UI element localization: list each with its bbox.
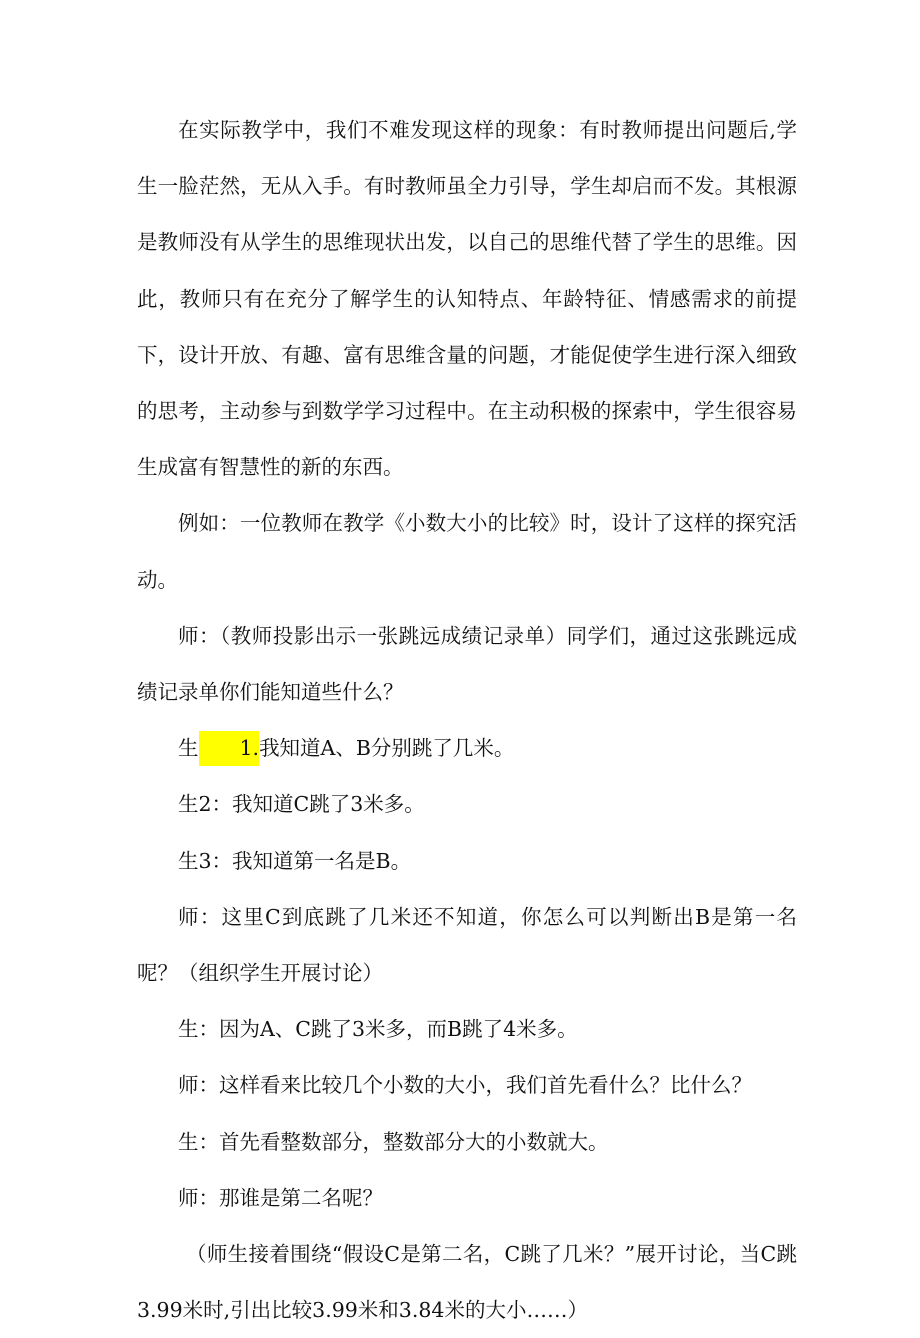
paragraph-student-2: 生2：我知道C跳了3米多。 (178, 792, 425, 817)
document-body (137, 102, 797, 1338)
highlighted-number: 1. (199, 731, 260, 766)
paragraph-teacher-1: 师：（教师投影出示一张跳远成绩记录单）同学们，通过这张跳远成绩记录单你们能知道些什么？ (137, 623, 797, 705)
paragraph-discussion: （师生接着围绕“假设C是第二名，C跳了几米？”展开讨论，当C跳3.99米时,引出比较3.99米和3.84米的大小……） (137, 1242, 797, 1323)
paragraph-example: 例如：一位教师在教学《小数大小的比较》时，设计了这样的探究活动。 (137, 511, 797, 592)
paragraph-student-4: 生：因为A、C跳了3米多，而B跳了4米多。 (178, 1017, 578, 1042)
paragraph-student-1 (137, 720, 797, 776)
paragraph-student-5: 生：首先看整数部分，整数部分大的小数就大。 (178, 1129, 609, 1154)
student-1-text: 我知道A、B分别跳了几米。 (259, 736, 515, 761)
paragraph-intro: 在实际教学中，我们不难发现这样的现象：有时教师提出问题后,学生一脸茫然，无从入手。有时教师虽全力引导，学生却启而不发。其根源是教师没有从学生的思维现状出发，以自己的思维代替了学生的思维。因此，教师只有在充分了解学生的认知特点、年龄特征、情感需求的前提下，设计开放、有趣、富有思维含量的问题，才能促使学生进行深入细致的思考，主动参与到数学学习过程中。在主动积极的探索中，学生很容易生成富有智慧性的新的东西。 (137, 118, 797, 480)
paragraph-teacher-2: 师：这里C到底跳了几米还不知道，你怎么可以判断出B是第一名呢？（组织学生开展讨论） (137, 904, 797, 986)
paragraph-teacher-3: 师：这样看来比较几个小数的大小，我们首先看什么？比什么？ (178, 1073, 752, 1098)
paragraph-student-3: 生3：我知道第一名是B。 (178, 848, 412, 873)
student-1-prefix: 生 (178, 736, 199, 761)
paragraph-teacher-4: 师：那谁是第二名呢？ (178, 1185, 383, 1210)
